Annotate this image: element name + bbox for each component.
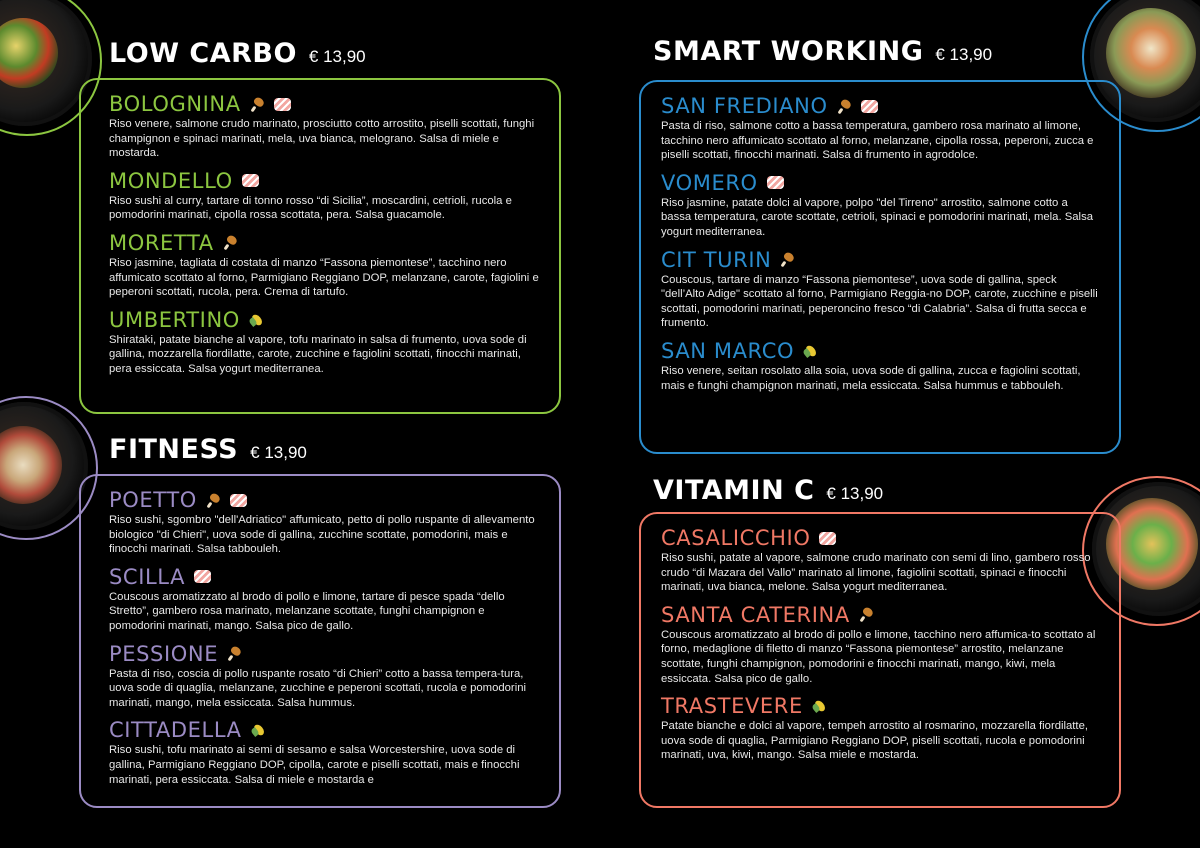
section-price: € 13,90 — [826, 484, 884, 503]
menu-item — [109, 565, 559, 634]
section-name: SMART WORKING — [653, 36, 924, 67]
section-title-smart-working — [653, 36, 992, 67]
menu-item — [109, 92, 559, 161]
menu-item-name — [661, 339, 1119, 363]
menu-item — [109, 308, 559, 377]
salmon-icon — [767, 176, 784, 189]
section-name: FITNESS — [109, 434, 239, 465]
chicken-leg-icon — [227, 646, 242, 661]
salmon-icon — [861, 100, 878, 113]
chicken-leg-icon — [223, 235, 238, 250]
menu-item-name — [109, 308, 559, 332]
menu-item-description: Riso sushi, patate al vapore, salmone crudo marinato con semi di lino, gambero rosso crudo “di Mazara del Vallo” marinato al limone, fagiolini scottati, spinaci e finocchi marinati, uva bianca, melone. Salsa yogurt mediterranea. — [661, 552, 1091, 594]
menu-item — [109, 718, 559, 787]
menu-item — [661, 171, 1119, 240]
salmon-icon — [274, 98, 291, 111]
menu-item-name — [661, 248, 1119, 272]
corn-icon — [249, 313, 264, 327]
menu-item-name — [661, 694, 1119, 718]
section-price: € 13,90 — [935, 45, 993, 64]
menu-item-name-text: PESSIONE — [109, 641, 219, 666]
menu-item-name — [661, 526, 1119, 550]
menu-item-name-text: SAN FREDIANO — [661, 94, 828, 118]
salmon-icon — [819, 532, 836, 545]
menu-item-name — [109, 231, 559, 255]
menu-item-name-text: SANTA CATERINA — [661, 602, 850, 627]
menu-item — [661, 94, 1119, 163]
menu-item — [109, 488, 559, 557]
menu-item-name — [109, 642, 559, 666]
corn-icon — [812, 699, 827, 713]
menu-item-name — [661, 94, 1119, 118]
menu-item-description: Couscous aromatizzato al brodo di pollo e limone, tartare di pesce spada “dello Stretto”, gambero rosa marinato, melanzane scottate, funghi champignon e pomodorini marinati, mango. Salsa pico de gallo. — [109, 590, 505, 632]
menu-item-name-text: VOMERO — [661, 170, 758, 195]
section-name: VITAMIN C — [653, 475, 815, 506]
menu-item-name — [109, 169, 559, 193]
menu-item — [109, 231, 559, 300]
menu-item-name — [109, 92, 559, 116]
menu-item-name-text: MONDELLO — [109, 168, 233, 193]
chicken-leg-icon — [780, 252, 795, 267]
menu-item — [109, 169, 559, 223]
menu-item-description: Pasta di riso, coscia di pollo ruspante rosato “di Chieri” cotto a bassa tempera-tura, uova sode di quaglia, melanzane, zucchine e peperoni scottati, rucola e pomodorini marinati, mango, mela essiccata. Salsa hummus. — [109, 667, 526, 709]
menu-item-description: Riso venere, seitan rosolato alla soia, uova sode di gallina, zucca e fagiolini scottati, mais e funghi champignon marinati, mela essiccata. Salsa hummus e tabbouleh. — [661, 364, 1081, 392]
menu-item-description: Couscous aromatizzato al brodo di pollo e limone, tacchino nero affumica-to scottato al forno, medaglione di filetto di manzo “Fassona piemontese” arrostito, melanzane scottate, funghi champignon, pomodorini e finocchi marinati, mango, kiwi, mela essiccata. Salsa pico de gallo. — [661, 628, 1096, 685]
salmon-icon — [230, 494, 247, 507]
menu-box-low-carbo — [79, 78, 561, 414]
menu-item-name — [109, 718, 559, 742]
menu-item-name — [109, 488, 559, 512]
menu-item — [661, 526, 1119, 595]
menu-item-name-text: CITTADELLA — [109, 718, 242, 743]
menu-item — [661, 248, 1119, 331]
menu-item — [109, 642, 559, 711]
menu-item-name-text: POETTO — [109, 488, 197, 512]
menu-box-fitness — [79, 474, 561, 808]
salmon-icon — [242, 174, 259, 187]
menu-item-description: Riso sushi, sgombro "dell'Adriatico" affumicato, petto di pollo ruspante di allevamento biologico "di Chieri", uova sode di gallina, zucchine scottate, pomodorini, mais e finocchi marinati. Salsa tabbouleh. — [109, 514, 535, 556]
menu-item-name-text: UMBERTINO — [109, 307, 240, 332]
corn-icon — [803, 344, 818, 358]
chicken-leg-icon — [250, 97, 265, 112]
salmon-icon — [194, 570, 211, 583]
menu-item-description: Riso sushi al curry, tartare di tonno rosso “di Sicilia”, moscardini, cetrioli, rucola e pomodorini marinati, cipolla rossa scottata, pera. Salsa guacamole. — [109, 194, 512, 222]
menu-item-description: Couscous, tartare di manzo “Fassona piemontese”, uova sode di gallina, speck "dell’Alto Adige" scottato al forno, Parmigiano Reggia-no DOP, carote, zucchine e piselli scottati, pomodorini marinati, peperoncino fresco “di Calabria”. Salsa di frutta secca e frumento. — [661, 273, 1098, 330]
menu-item-name-text: BOLOGNINA — [109, 92, 241, 116]
chicken-leg-icon — [837, 99, 852, 114]
menu-item-description: Riso jasmine, tagliata di costata di manzo “Fassona piemontese”, tacchino nero affumicato scottato al forno, Parmigiano Reggiano DOP, melanzane, carote, fagiolini e peperoni scottati, rucola, pera. Crema di tartufo. — [109, 256, 539, 299]
menu-item-name — [661, 603, 1119, 627]
section-title-fitness — [109, 434, 307, 465]
menu-item-description: Shirataki, patate bianche al vapore, tofu marinato in salsa di frumento, uova sode di gallina, mozzarella fiordilatte, carote, zucchine e fagiolini scottati, finocchi marinati, pera essiccata. Salsa yogurt mediterranea. — [109, 333, 527, 375]
menu-item-name — [661, 171, 1119, 195]
menu-item-description: Riso venere, salmone crudo marinato, prosciutto cotto arrostito, piselli scottati, funghi champignon e spinaci marinati, mela, uva bianca, melograno. Salsa di miele e mostarda. — [109, 118, 535, 160]
section-price: € 13,90 — [250, 443, 307, 462]
menu-item-name-text: MORETTA — [109, 230, 214, 255]
section-name: LOW CARBO — [109, 38, 297, 69]
menu-item-description: Riso jasmine, patate dolci al vapore, polpo "del Tirreno" arrostito, salmone cotto a bassa temperatura, carote scottate, cetrioli, spinaci e pomodorini marinati, mela. Salsa yogurt mediterranea. — [661, 196, 1093, 238]
menu-item-name-text: CASALICCHIO — [661, 526, 811, 550]
corn-icon — [251, 723, 266, 737]
menu-item-name-text: SCILLA — [109, 564, 186, 589]
section-title-low-carbo — [109, 38, 366, 69]
menu-item-description: Pasta di riso, salmone cotto a bassa temperatura, gambero rosa marinato al limone, tacchino nero affumicato scottato al forno, melanzane, cipolla rossa, peperoni, zucca e piselli scottati, finocchi marinati. Salsa di frumento in agrodolce. — [661, 120, 1094, 162]
menu-item-description: Patate bianche e dolci al vapore, tempeh arrostito al rosmarino, mozzarella fiordilatte, uova sode di quaglia, Parmigiano Reggiano DOP, piselli scottati, rucola e pomodorini marinati, uva, kiwi, mango. Salsa miele e mostarda. — [661, 720, 1088, 762]
menu-item-name-text: TRASTEVERE — [661, 694, 803, 719]
menu-item-name-text: SAN MARCO — [661, 338, 795, 363]
menu-box-smart-working — [639, 80, 1121, 454]
menu-item — [661, 694, 1119, 763]
menu-item — [661, 603, 1119, 686]
menu-item-name-text: CIT TURIN — [661, 247, 772, 272]
menu-item — [661, 339, 1119, 393]
chicken-leg-icon — [859, 607, 874, 622]
section-price: € 13,90 — [308, 47, 366, 66]
menu-item-description: Riso sushi, tofu marinato ai semi di sesamo e salsa Worcestershire, uova sode di gallina, Parmigiano Reggiano DOP, cipolla, carote e piselli scottati, mais e finocchi marinati, pera essiccata. Salsa di miele e mostarda e — [109, 744, 520, 786]
chicken-leg-icon — [206, 493, 221, 508]
menu-box-vitamin-c — [639, 512, 1121, 808]
section-title-vitamin-c — [653, 475, 883, 506]
menu-item-name — [109, 565, 559, 589]
